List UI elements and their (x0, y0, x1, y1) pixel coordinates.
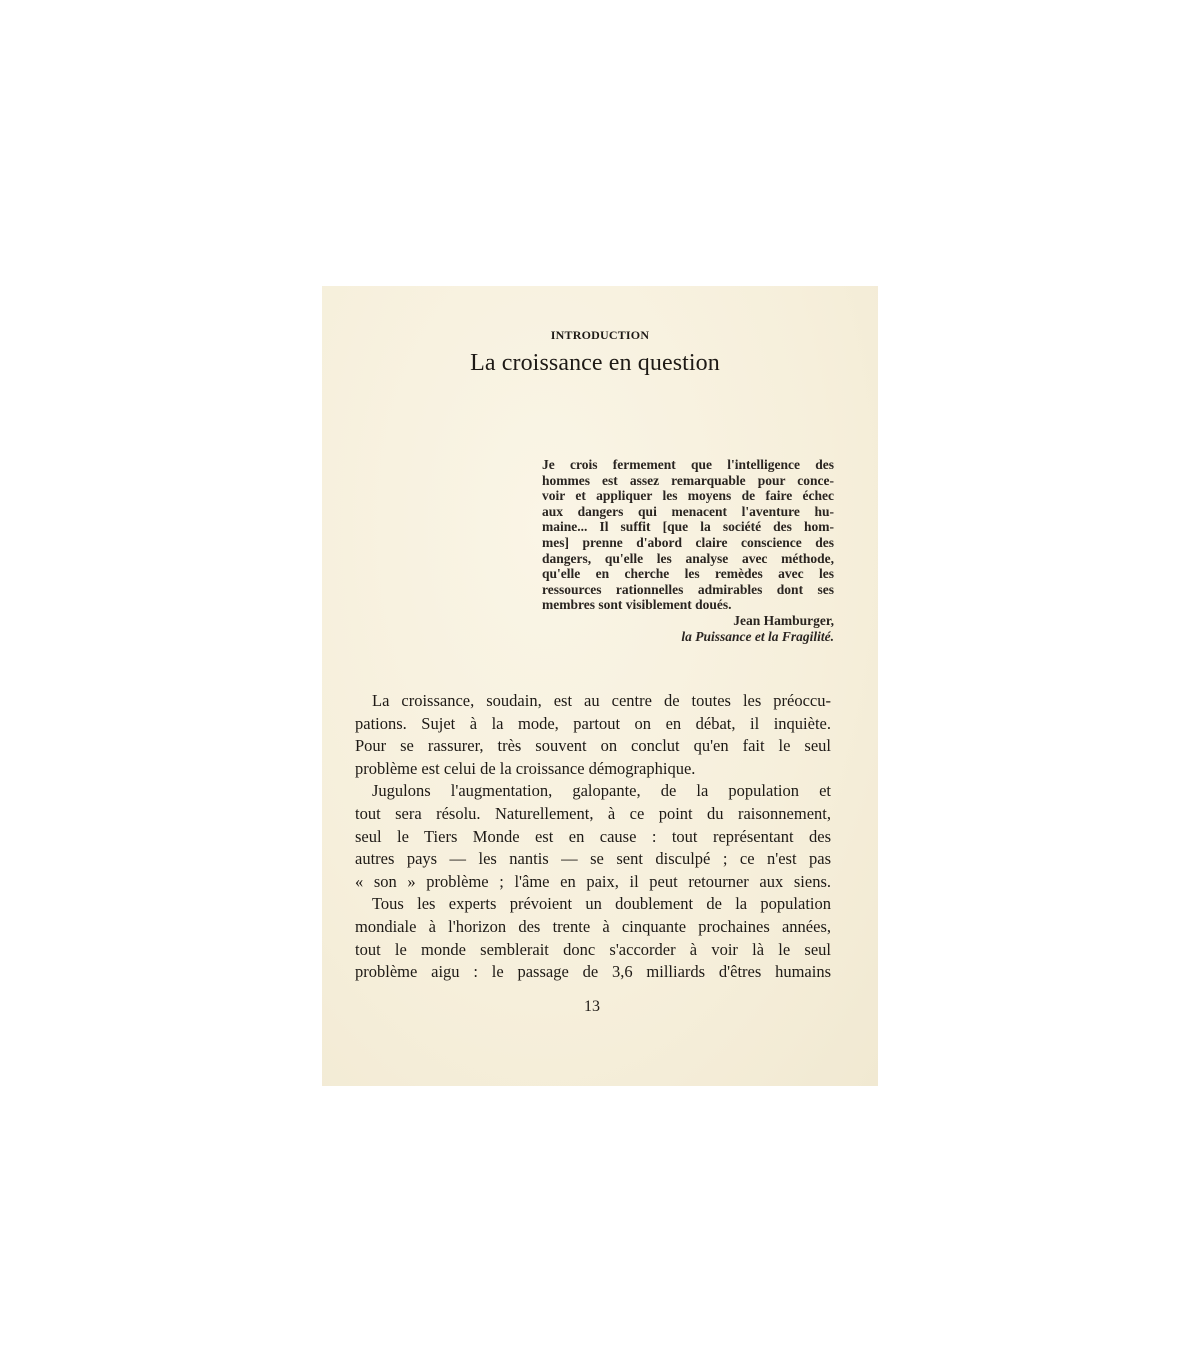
epigraph-line: mes] prenne d'abord claire conscience des (542, 534, 834, 550)
body-line: pations. Sujet à la mode, partout on en débat, il inquiète. (355, 713, 831, 733)
epigraph (542, 457, 834, 645)
body-line: mondiale à l'horizon des trente à cinquante prochaines années, (355, 916, 831, 936)
body-line: Jugulons l'augmentation, galopante, de la population et (372, 781, 831, 801)
body-line: seul le Tiers Monde est en cause : tout représentant des (355, 826, 831, 846)
epigraph-line: membres sont visiblement doués. (542, 597, 732, 613)
epigraph-line: qu'elle en cherche les remèdes avec les (542, 566, 834, 582)
body-line: tout sera résolu. Naturellement, à ce point du raisonnement, (355, 803, 831, 823)
page-number: 13 (584, 998, 600, 1015)
body-line: problème est celui de la croissance démographique. (355, 758, 696, 778)
body-line: autres pays — les nantis — se sent disculpé ; ce n'est pas (355, 849, 831, 869)
epigraph-line: dangers, qu'elle les analyse avec méthode, (542, 550, 834, 566)
body-line: tout le monde semblerait donc s'accorder à voir là le seul (355, 939, 831, 959)
body-line: « son » problème ; l'âme en paix, il peut retourner aux siens. (355, 871, 831, 891)
body-line: La croissance, soudain, est au centre de toutes les préoccu- (372, 691, 831, 710)
body-line: Tous les experts prévoient un doublement de la population (372, 894, 831, 914)
epigraph-work-title: la Puissance et la Fragilité. (681, 628, 834, 644)
body-line: problème aigu : le passage de 3,6 milliards d'êtres humains (355, 962, 831, 982)
epigraph-line: Je crois fermement que l'intelligence des (542, 457, 834, 472)
epigraph-line: maine... Il suffit [que la société des hom- (542, 519, 834, 535)
epigraph-author: Jean Hamburger, (733, 612, 834, 628)
epigraph-line: aux dangers qui menacent l'aventure hu- (542, 503, 834, 519)
body-line: Pour se rassurer, très souvent on conclut qu'en fait le seul (355, 736, 831, 756)
section-label: INTRODUCTION (550, 328, 650, 342)
book-page (322, 286, 878, 1086)
epigraph-line: voir et appliquer les moyens de faire échec (542, 488, 834, 504)
epigraph-line: hommes est assez remarquable pour conce- (542, 472, 834, 488)
epigraph-line: ressources rationnelles admirables dont ses (542, 581, 834, 597)
chapter-title: La croissance en question (470, 350, 720, 376)
body-text (355, 690, 831, 984)
